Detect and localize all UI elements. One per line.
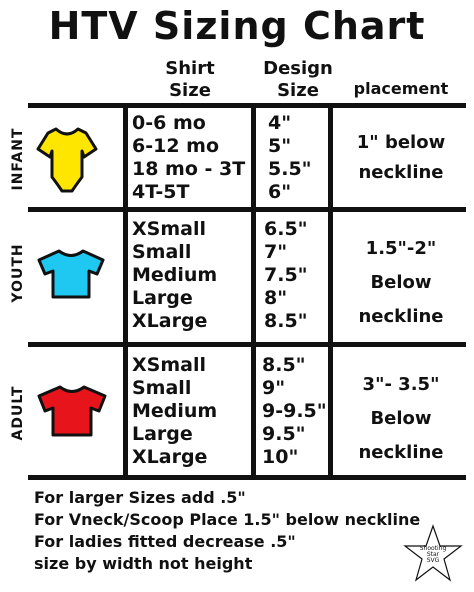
size-item: XLarge (132, 446, 208, 468)
youth-tshirt-shape (39, 251, 103, 297)
header-design-line2: Size (277, 80, 319, 101)
header-placement: placement (353, 79, 449, 98)
notes-block (34, 487, 420, 575)
adult-tshirt-icon (35, 384, 109, 438)
size-item: XSmall (132, 218, 206, 240)
header-design-size (256, 58, 340, 102)
logo-text-line: SVG (426, 557, 440, 564)
infant-placement (336, 128, 466, 188)
infant-sizes (132, 112, 245, 204)
infant-design-sizes (268, 112, 312, 204)
table-top-rule (28, 103, 466, 108)
size-item: Large (132, 287, 193, 309)
youth-design-sizes (264, 218, 308, 333)
design-size-item: 5.5" (268, 158, 312, 180)
table-col-divider-2 (251, 103, 256, 480)
design-size-item: 4" (268, 112, 292, 134)
size-item: Small (132, 377, 192, 399)
size-item: Medium (132, 264, 218, 286)
size-item: 18 mo - 3T (132, 158, 246, 180)
design-size-item: 6" (268, 181, 292, 203)
placement-line: Below (370, 272, 432, 293)
header-design-line1: Design (263, 58, 333, 79)
onesie-shape (38, 129, 96, 191)
design-size-item: 5" (268, 135, 292, 157)
design-size-item: 9-9.5" (262, 400, 327, 422)
size-item: Medium (132, 400, 218, 422)
placement-line: 1.5"-2" (365, 238, 437, 259)
placement-line: neckline (358, 162, 444, 183)
size-item: XSmall (132, 354, 206, 376)
placement-line: Below (370, 408, 432, 429)
design-size-item: 8" (264, 287, 288, 309)
size-item: 4T-5T (132, 181, 190, 203)
design-size-item: 9.5" (262, 423, 306, 445)
design-size-item: 7.5" (264, 264, 308, 286)
adult-design-sizes (262, 354, 327, 469)
section-label-youth: YOUTH (10, 243, 26, 303)
size-item: Small (132, 241, 192, 263)
section-label-infant: INFANT (10, 127, 26, 191)
placement-line: neckline (358, 306, 444, 327)
youth-tshirt-icon (35, 248, 107, 300)
table-bottom-rule (28, 475, 466, 480)
header-shirt-line2: Size (169, 80, 211, 101)
size-item: 0-6 mo (132, 112, 206, 134)
onesie-icon (36, 125, 98, 195)
design-size-item: 9" (262, 377, 286, 399)
placement-line: 1" below (356, 132, 446, 153)
table-divider-2 (28, 342, 466, 347)
youth-placement (336, 232, 466, 334)
size-item: XLarge (132, 310, 208, 332)
placement-line: neckline (358, 442, 444, 463)
table-divider-1 (28, 207, 466, 212)
design-size-item: 7" (264, 241, 288, 263)
logo-text-line: Star (426, 551, 440, 558)
note-item: For ladies fitted decrease .5" (34, 532, 296, 551)
header-shirt-size (140, 58, 240, 102)
youth-sizes (132, 218, 217, 333)
note-item: For larger Sizes add .5" (34, 488, 246, 507)
adult-tshirt-shape (39, 387, 105, 435)
section-label-adult: ADULT (10, 385, 26, 441)
design-size-item: 10" (262, 446, 299, 468)
header-shirt-line1: Shirt (165, 58, 215, 79)
design-size-item: 8.5" (262, 354, 306, 376)
table-col-divider-1 (123, 103, 128, 480)
design-size-item: 8.5" (264, 310, 308, 332)
placement-line: 3"- 3.5" (362, 374, 440, 395)
size-item: Large (132, 423, 193, 445)
logo-text-line: Shooting (419, 545, 447, 552)
size-item: 6-12 mo (132, 135, 220, 157)
note-item: For Vneck/Scoop Place 1.5" below neckline (34, 510, 421, 529)
adult-sizes (132, 354, 217, 469)
logo-text (403, 546, 463, 564)
chart-title: HTV Sizing Chart (48, 4, 426, 48)
table-col-divider-3 (328, 103, 333, 480)
adult-placement (336, 368, 466, 470)
design-size-item: 6.5" (264, 218, 308, 240)
note-item: size by width not height (34, 554, 253, 573)
